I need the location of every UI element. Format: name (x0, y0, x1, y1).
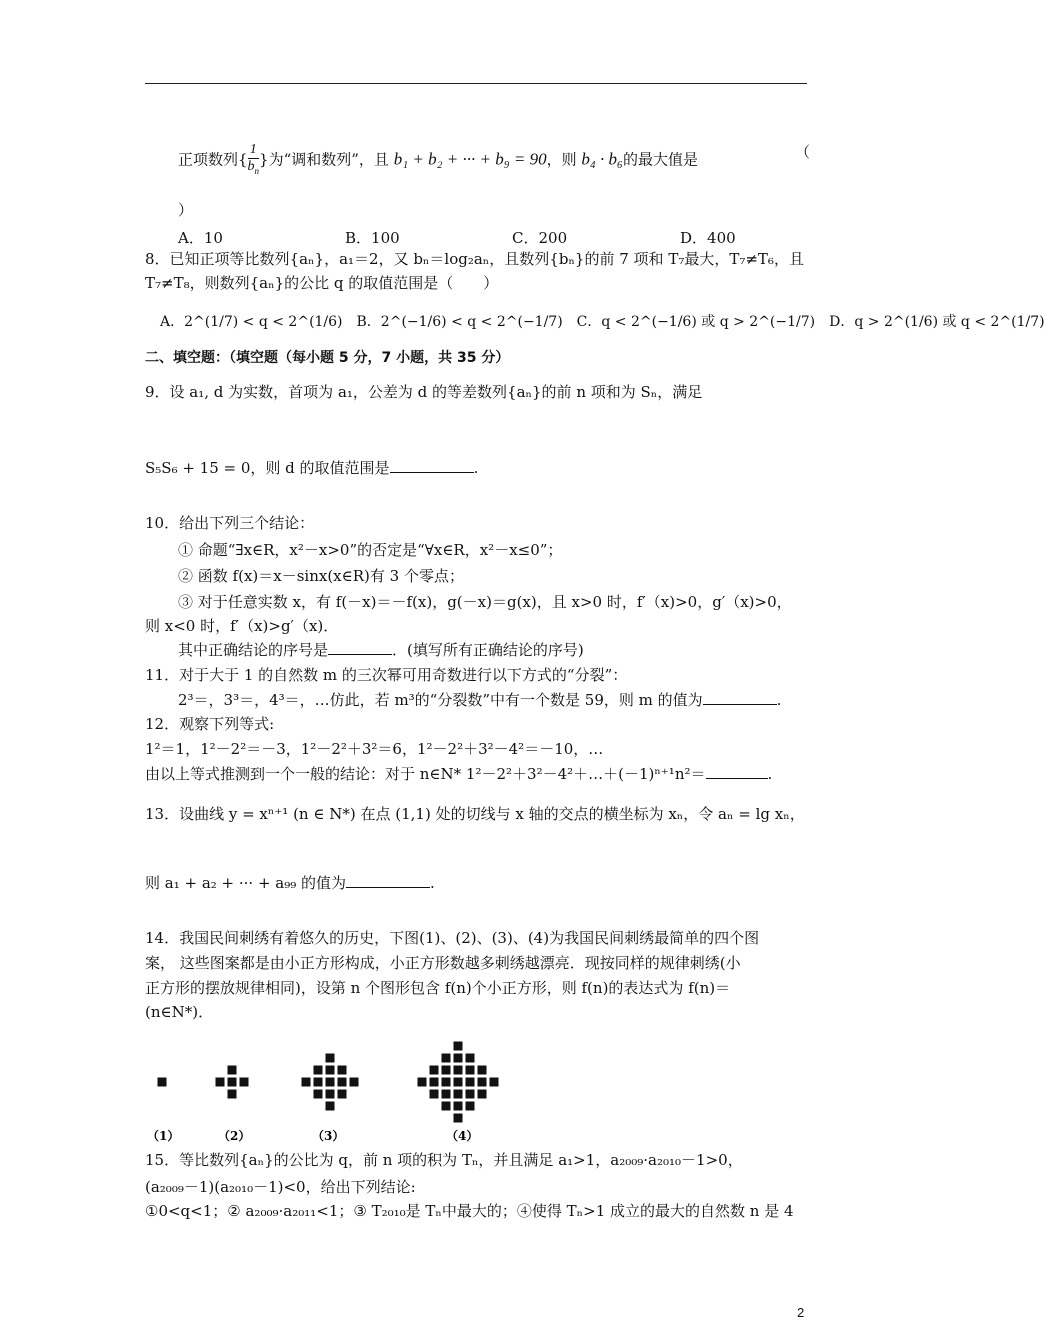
embroidery-square (314, 1090, 323, 1099)
q14-line-3: 正方形的摆放规律相同)，设第 n 个图形包含 f(n)个小正方形，则 f(n)的表达式为 f(n)＝ (145, 979, 731, 997)
embroidery-square (240, 1078, 249, 1087)
embroidery-square (326, 1078, 335, 1087)
q14-line-1: 14．我国民间刺绣有着悠久的历史，下图(1)、(2)、(3)、(4)为我国民间刺绣最简单的四个图 (145, 929, 760, 947)
q13-line-1: 13．设曲线 y = xⁿ⁺¹ (n ∈ N*) 在点 (1,1) 处的切线与 x 轴的交点的横坐标为 xₙ，令 aₙ = lg xₙ， (145, 805, 805, 823)
q10-line-5: 则 x<0 时，f′（x)>g′（x)． (145, 617, 339, 635)
embroidery-square (430, 1090, 439, 1099)
q7-close-paren: ） (178, 201, 194, 219)
page-number: 2 (797, 1305, 805, 1320)
q15-line-1: 15．等比数列{aₙ}的公比为 q，前 n 项的积为 Tₙ，并且满足 a₁>1，a₂₀₀₉·a₂₀₁₀－1>0， (145, 1151, 743, 1169)
embroidery-square (228, 1090, 237, 1099)
embroidery-square (466, 1102, 475, 1111)
q9-answer-blank[interactable] (390, 458, 474, 473)
q10-line-3: ② 函数 f(x)＝x－sinx(x∈R)有 3 个零点； (178, 567, 464, 585)
embroidery-square (338, 1066, 347, 1075)
embroidery-square (228, 1066, 237, 1075)
q7-option-a: A．10 (178, 229, 223, 247)
embroidery-square (326, 1090, 335, 1099)
q11-answer-blank[interactable] (703, 690, 777, 705)
q12-line-1: 12．观察下列等式: (145, 715, 275, 733)
figure-label-4: （4） (446, 1129, 479, 1143)
embroidery-square (158, 1078, 167, 1087)
q7-condition: b₁ + b₂ + ··· + b₉ = 90 (393, 149, 547, 169)
embroidery-square (338, 1078, 347, 1087)
embroidery-square (454, 1078, 463, 1087)
embroidery-square (442, 1078, 451, 1087)
q10-line-4: ③ 对于任意实数 x，有 f(－x)＝－f(x)，g(－x)＝g(x)，且 x>0 时，f′（x)>0，g′（x)>0， (178, 593, 792, 611)
embroidery-square (454, 1066, 463, 1075)
embroidery-square (466, 1066, 475, 1075)
q10-line-6: 其中正确结论的序号是 ．(填写所有正确结论的序号) (178, 641, 584, 659)
embroidery-square (326, 1054, 335, 1063)
q12-answer-blank[interactable] (706, 764, 768, 779)
embroidery-square (466, 1090, 475, 1099)
q7-fraction: $\frac{1}{b_n}$ (247, 142, 260, 176)
embroidery-square (454, 1090, 463, 1099)
q10-line-1: 10．给出下列三个结论： (145, 514, 315, 532)
figure-label-3: （3） (312, 1129, 345, 1143)
embroidery-square (466, 1054, 475, 1063)
section-2-heading: 二、填空题：（填空题（每小题 5 分，7 小题，共 35 分） (145, 350, 510, 366)
q8-line-2: T₇≠T₈，则数列{aₙ}的公比 q 的取值范围是（ ） (145, 274, 499, 292)
embroidery-square (350, 1078, 359, 1087)
q11-line-1: 11．对于大于 1 的自然数 m 的三次幂可用奇数进行以下方式的“分裂”： (145, 666, 628, 684)
q14-line-2: 案， 这些图案都是由小正方形构成，小正方形数越多刺绣越漂亮．现按同样的规律刺绣(小 (145, 954, 741, 972)
q7-open-paren: （ (795, 143, 811, 161)
embroidery-square (454, 1054, 463, 1063)
embroidery-square (326, 1066, 335, 1075)
q13-line-2: 则 a₁ + a₂ + ··· + a₉₉ 的值为 . (145, 874, 435, 892)
embroidery-square (314, 1078, 323, 1087)
q7-product: b₄ · b₆ (581, 149, 623, 169)
q9-line-1: 9．设 a₁, d 为实数，首项为 a₁，公差为 d 的等差数列{aₙ}的前 n 项和为 Sₙ，满足 (145, 383, 703, 401)
figure-label-1: （1） (147, 1129, 180, 1143)
embroidery-square (454, 1042, 463, 1051)
embroidery-square (442, 1102, 451, 1111)
q11-line-2: 2³＝，3³＝，4³＝，…仿此，若 m³的“分裂数”中有一个数是 59，则 m 的值为 . (178, 691, 782, 709)
embroidery-square (454, 1102, 463, 1111)
q10-line-2: ① 命题“∃x∈R，x²－x>0”的否定是“∀x∈R，x²－x≤0”； (178, 541, 563, 559)
embroidery-square (326, 1102, 335, 1111)
q7-option-b: B．100 (345, 229, 400, 247)
figure-label-2: （2） (218, 1129, 251, 1143)
embroidery-square (302, 1078, 311, 1087)
q15-line-2: (a₂₀₀₉－1)(a₂₀₁₀－1)<0，给出下列结论: (145, 1178, 416, 1196)
embroidery-square (430, 1078, 439, 1087)
embroidery-square (314, 1066, 323, 1075)
q8-line-1: 8．已知正项等比数列{aₙ}，a₁＝2，又 bₙ＝log₂aₙ，且数列{bₙ}的前 7 项和 T₇最大，T₇≠T₆，且 (145, 250, 804, 268)
embroidery-square (454, 1114, 463, 1123)
embroidery-square (478, 1090, 487, 1099)
embroidery-square (418, 1078, 427, 1087)
q7-stem: 正项数列{ $\frac{1}{b_n}$ }为“调和数列”，且 b₁ + b₂ + ··· + b₉ = 90，则 b₄ · b₆的最大值是 (178, 142, 698, 179)
q13-answer-blank[interactable] (346, 873, 430, 888)
q7-option-c: C．200 (512, 229, 568, 247)
q14-line-4: (n∈N*)． (145, 1003, 214, 1021)
q8-options: A．2^(1/7) < q < 2^(1/6) B．2^(−1/6) < q < 2^(−1/7) C．q < 2^(−1/6) 或 q > 2^(−1/7) D．q > 2^(1/6) 或 q < 2^(1/7) (160, 314, 1045, 330)
embroidery-square (478, 1066, 487, 1075)
embroidery-square (338, 1090, 347, 1099)
embroidery-square (466, 1078, 475, 1087)
q9-line-2: S₅S₆ + 15 = 0，则 d 的取值范围是 . (145, 459, 479, 477)
embroidery-square (442, 1090, 451, 1099)
embroidery-square (216, 1078, 225, 1087)
embroidery-figure (140, 1020, 540, 1150)
q7-option-d: D．400 (680, 229, 736, 247)
embroidery-square (490, 1078, 499, 1087)
embroidery-square (478, 1078, 487, 1087)
q10-answer-blank[interactable] (328, 640, 392, 655)
embroidery-square (430, 1066, 439, 1075)
header-rule (145, 83, 807, 84)
q15-line-3: ①0<q<1；② a₂₀₀₉·a₂₀₁₁<1；③ T₂₀₁₀是 Tₙ中最大的；④使得 Tₙ>1 成立的最大的自然数 n 是 4 (145, 1202, 794, 1220)
square-patterns (158, 1042, 499, 1123)
embroidery-square (228, 1078, 237, 1087)
embroidery-square (442, 1066, 451, 1075)
q12-line-3: 由以上等式推测到一个一般的结论：对于 n∈N* 1²－2²＋3²－4²＋…＋(－1)ⁿ⁺¹n²＝ . (145, 765, 773, 783)
q12-line-2: 1²＝1，1²－2²＝－3，1²－2²＋3²＝6，1²－2²＋3²－4²＝－10，… (145, 740, 604, 758)
embroidery-square (442, 1054, 451, 1063)
